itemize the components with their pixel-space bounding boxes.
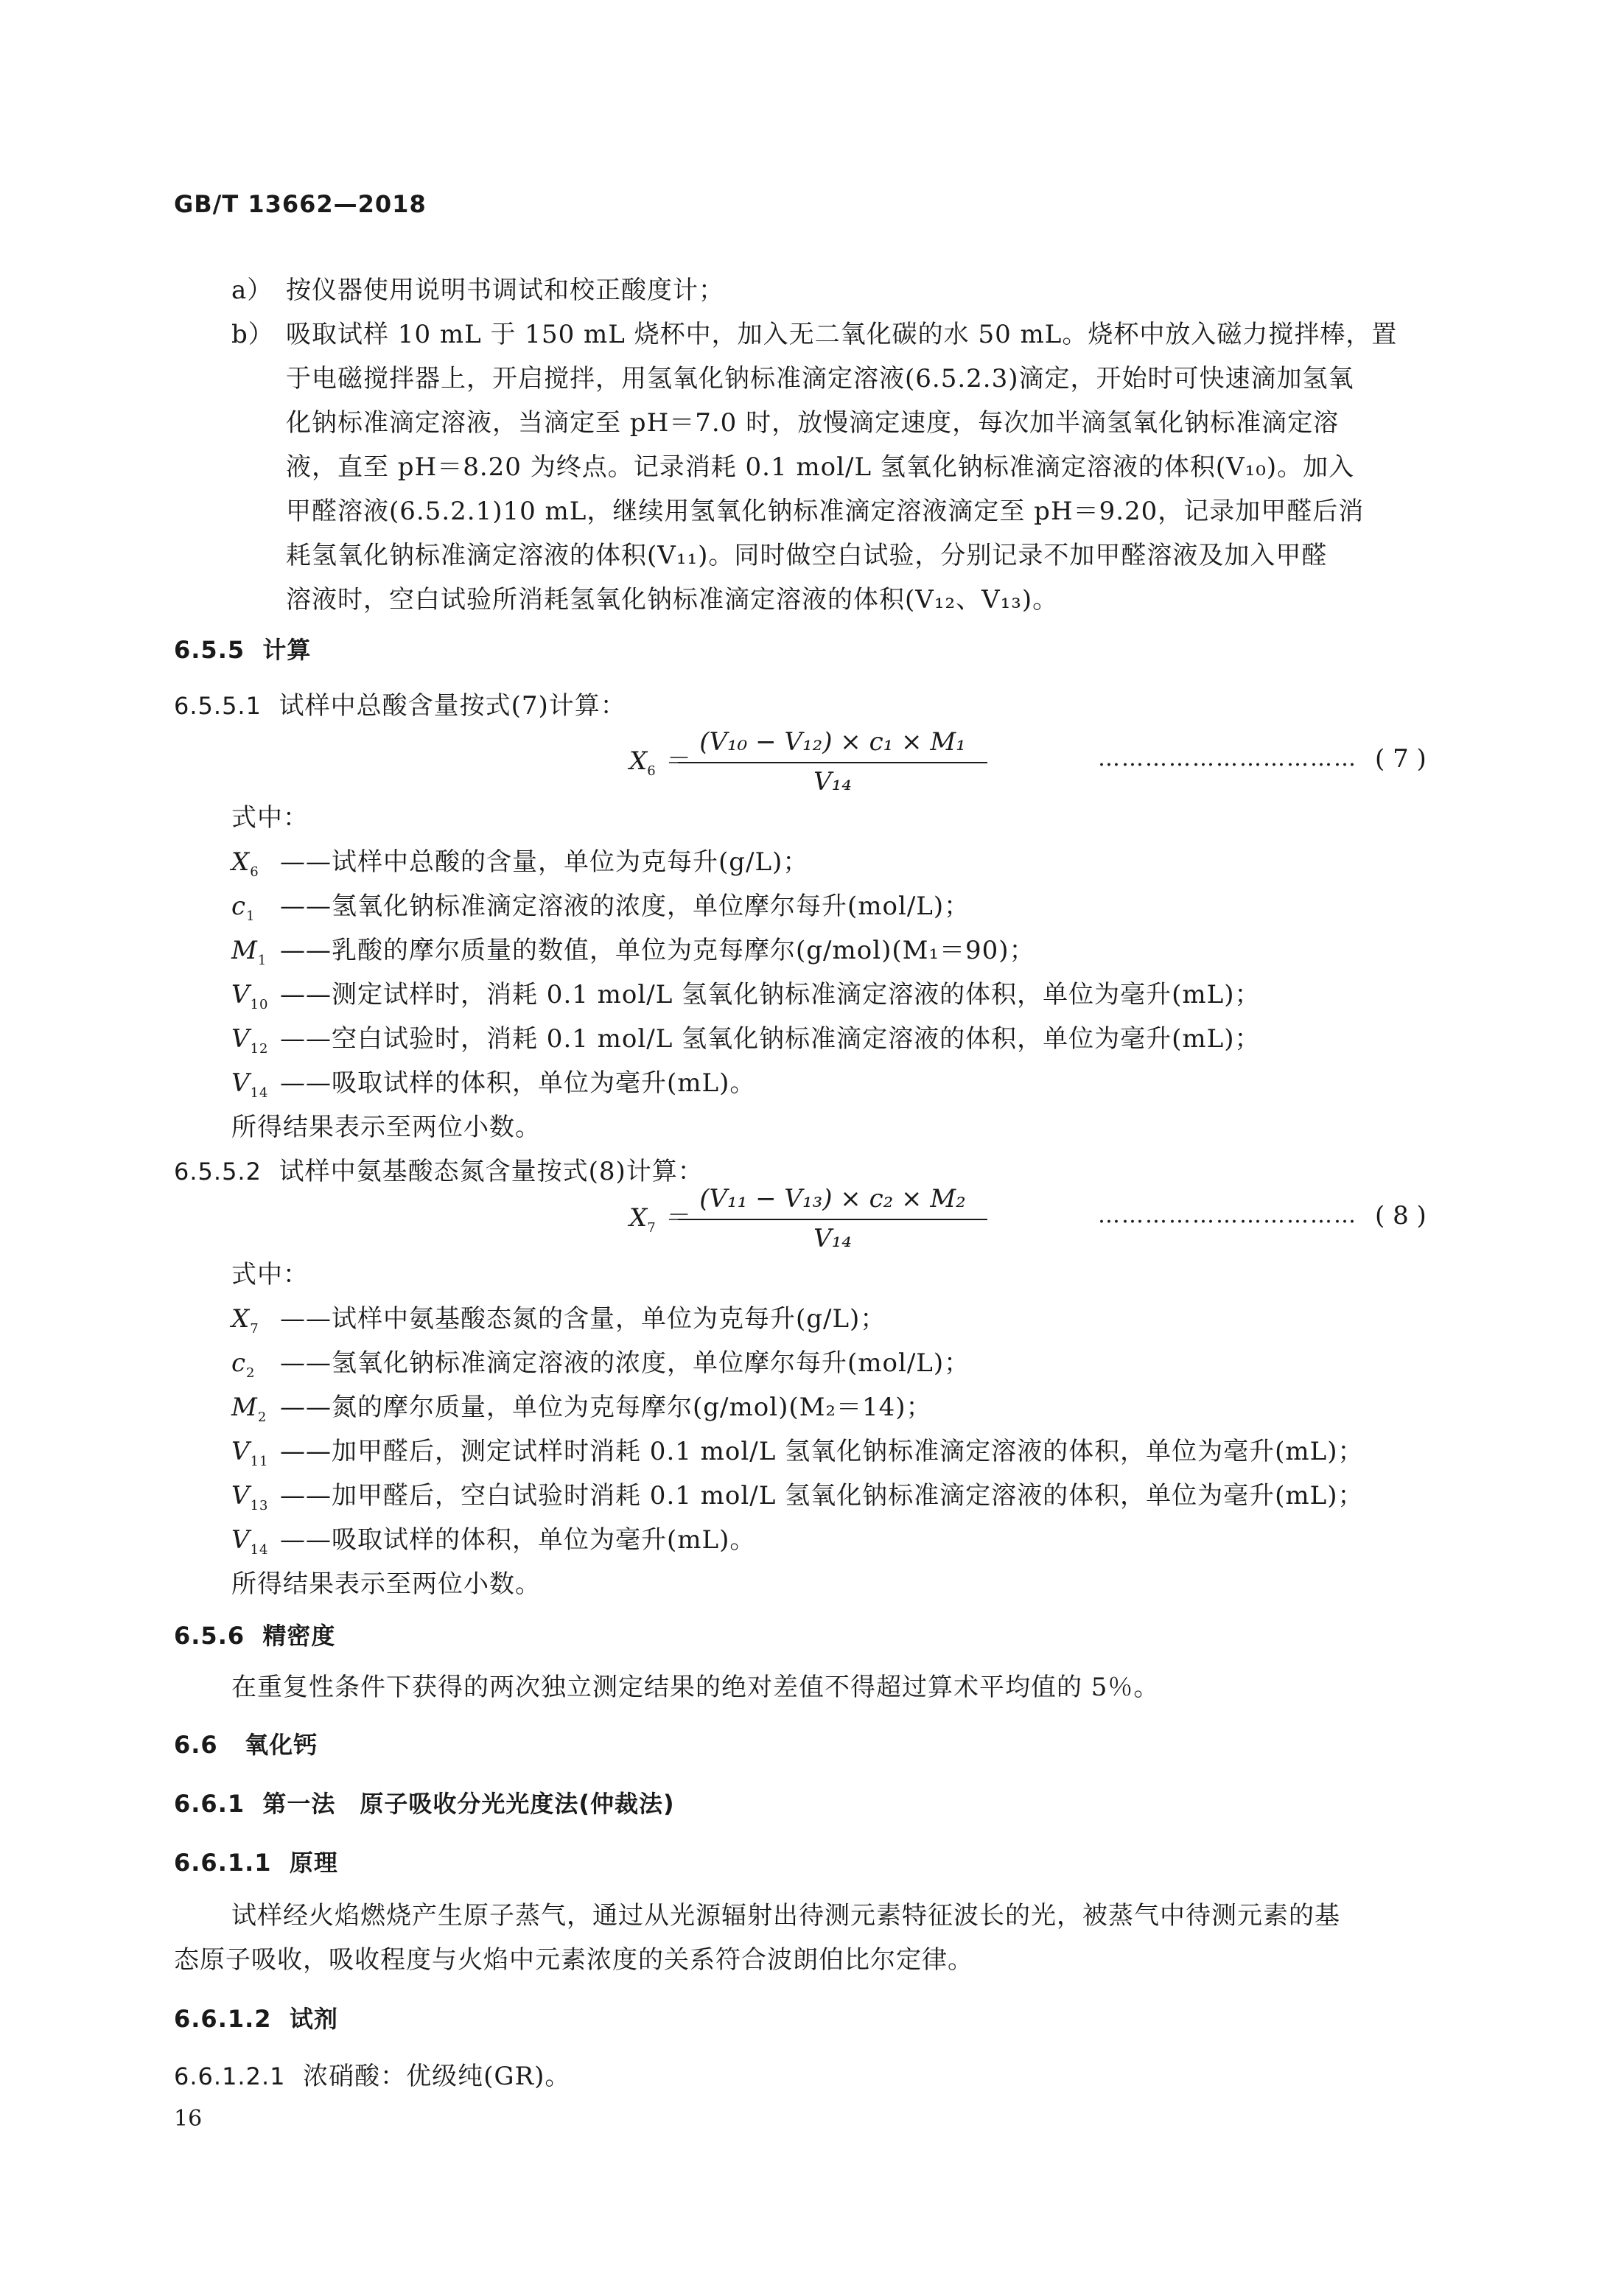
- definition-row: [231, 1474, 1363, 1522]
- def-text: ——氢氧化钠标准滴定溶液的浓度，单位摩尔每升(mol/L)；: [280, 1348, 970, 1378]
- def-text: ——试样中总酸的含量，单位为克每升(g/L)；: [280, 847, 809, 877]
- definition-row: [231, 1017, 1260, 1065]
- def-text: ——测定试样时，消耗 0.1 mol/L 氢氧化钠标准滴定溶液的体积，单位为毫升(mL)；: [280, 980, 1261, 1009]
- def-text: ——氮的摩尔质量，单位为克每摩尔(g/mol)(M₂＝14)；: [280, 1393, 932, 1422]
- section-number: 6.6: [174, 1731, 218, 1759]
- def-var: [231, 884, 280, 933]
- def-var-letter: X: [231, 847, 251, 877]
- def-var: [231, 840, 280, 889]
- step-b-line: 液，直至 pH＝8.20 为终点。记录消耗 0.1 mol/L 氢氧化钠标准滴定溶液的体积(V₁₀)。加入: [286, 452, 1355, 482]
- def-var: [231, 1297, 280, 1345]
- def-var-letter: V: [231, 1437, 251, 1466]
- def-var-sub: 10: [250, 997, 269, 1012]
- def-var-sub: 12: [250, 1041, 269, 1057]
- step-b-line: 溶液时，空白试验所消耗氢氧化钠标准滴定溶液的体积(V₁₂、V₁₃)。: [286, 585, 1059, 615]
- def-var-letter: V: [231, 1024, 251, 1054]
- section-title: 氧化钙: [245, 1731, 318, 1759]
- section-title: 第一法 原子吸收分光光度法(仲裁法): [262, 1790, 675, 1818]
- definition-row: [231, 1385, 932, 1434]
- formula-8-lhs: $X_7$ ＝: [629, 1203, 689, 1236]
- def-var-letter: M: [231, 936, 258, 965]
- formula-8-fraction: [678, 1182, 987, 1257]
- principle-line: 态原子吸收，吸收程度与火焰中元素浓度的关系符合波朗伯比尔定律。: [174, 1945, 973, 1975]
- definition-row: [231, 1518, 755, 1566]
- section-title: 精密度: [262, 1622, 336, 1650]
- where-label: 式中：: [231, 803, 309, 833]
- def-var-sub: 1: [257, 953, 267, 968]
- section-number: 6.6.1.1: [174, 1849, 272, 1877]
- formula-numerator: (V₁₀ − V₁₂) × c₁ × M₁: [678, 725, 987, 763]
- def-var-sub: 2: [257, 1410, 267, 1425]
- principle-line: 试样经火焰燃烧产生原子蒸气，通过从光源辐射出待测元素特征波长的光，被蒸气中待测元素的基: [231, 1901, 1340, 1930]
- definition-row: [231, 1061, 755, 1110]
- def-var-letter: V: [231, 1481, 251, 1510]
- clause-text: 试样中氨基酸态氮含量按式(8)计算：: [279, 1157, 704, 1186]
- clause-text: 试样中总酸含量按式(7)计算：: [279, 691, 626, 721]
- section-number: 6.6.1: [174, 1790, 245, 1818]
- formula-lhs-var: X: [629, 1203, 648, 1233]
- section-heading: [174, 1723, 318, 1767]
- formula-7-lhs: $X_6$ ＝: [629, 746, 689, 779]
- def-var-sub: 14: [250, 1085, 269, 1101]
- def-text: ——吸取试样的体积，单位为毫升(mL)。: [280, 1068, 756, 1098]
- section-number: 6.6.1.2: [174, 2005, 272, 2033]
- def-var: [231, 1017, 280, 1065]
- precision-text: 在重复性条件下获得的两次独立测定结果的绝对差值不得超过算术平均值的 5％。: [231, 1673, 1160, 1702]
- def-text: ——试样中氨基酸态氮的含量，单位为克每升(g/L)；: [280, 1304, 886, 1334]
- def-text: ——加甲醛后，空白试验时消耗 0.1 mol/L 氢氧化钠标准滴定溶液的体积，单位为毫升(mL)；: [280, 1481, 1364, 1510]
- section-heading: [174, 1841, 338, 1885]
- section-heading: [174, 1614, 335, 1658]
- def-var-letter: c: [231, 892, 247, 921]
- def-var-sub: 7: [250, 1321, 259, 1337]
- formula-lhs-sub: 6: [647, 763, 656, 779]
- step-b-label: b）: [231, 320, 274, 349]
- formula-8-label: ( 8 ): [1375, 1201, 1427, 1230]
- def-var: [231, 928, 280, 977]
- section-heading: [174, 628, 311, 672]
- result-note: 所得结果表示至两位小数。: [231, 1113, 541, 1142]
- step-b-line: 耗氢氧化钠标准滴定溶液的体积(V₁₁)。同时做空白试验，分别记录不加甲醛溶液及加入甲醛: [286, 541, 1328, 570]
- def-var: [231, 1518, 280, 1566]
- def-var: [231, 1474, 280, 1522]
- def-var: [231, 1061, 280, 1110]
- definition-row: [231, 1341, 970, 1390]
- step-b-line: 于电磁搅拌器上，开启搅拌，用氢氧化钠标准滴定溶液(6.5.2.3)滴定，开始时可快速滴加氢氧: [286, 364, 1354, 393]
- formula-lhs-var: X: [629, 746, 648, 776]
- formula-numerator: (V₁₁ − V₁₃) × c₂ × M₂: [678, 1182, 987, 1220]
- def-var-sub: 14: [250, 1542, 269, 1558]
- def-var: [231, 1429, 280, 1478]
- def-text: ——吸取试样的体积，单位为毫升(mL)。: [280, 1525, 756, 1555]
- def-var-letter: X: [231, 1304, 251, 1334]
- step-a-line: 按仪器使用说明书调试和校正酸度计；: [286, 276, 724, 305]
- def-var: [231, 973, 280, 1021]
- result-note: 所得结果表示至两位小数。: [231, 1569, 541, 1599]
- definition-row: [231, 973, 1260, 1021]
- definition-row: [231, 840, 808, 889]
- clause-66121: [174, 2054, 570, 2098]
- section-heading: [174, 1997, 338, 2041]
- def-var-sub: 1: [246, 909, 256, 924]
- document-header: GB/T 13662—2018: [174, 190, 427, 218]
- section-heading: [174, 1782, 675, 1826]
- formula-7-label: ( 7 ): [1375, 744, 1427, 774]
- def-var: [231, 1341, 280, 1390]
- definition-row: [231, 884, 970, 933]
- definition-row: [231, 1297, 886, 1345]
- section-number: 6.5.6: [174, 1622, 245, 1650]
- formula-lhs-sub: 7: [647, 1220, 656, 1236]
- section-title: 计算: [262, 636, 312, 664]
- clause-text: 浓硝酸：优级纯(GR)。: [303, 2062, 571, 2091]
- clause-6552: [174, 1149, 704, 1194]
- step-b-line: 甲醛溶液(6.5.2.1)10 mL，继续用氢氧化钠标准滴定溶液滴定至 pH＝9.20，记录加甲醛后消: [286, 497, 1365, 526]
- def-var-sub: 2: [246, 1365, 256, 1381]
- def-var-sub: 6: [250, 864, 259, 880]
- def-var-sub: 11: [250, 1454, 269, 1469]
- formula-8-leader: ……………………………: [1098, 1202, 1357, 1228]
- def-text: ——氢氧化钠标准滴定溶液的浓度，单位摩尔每升(mol/L)；: [280, 892, 970, 921]
- section-title: 试剂: [289, 2005, 338, 2033]
- definition-row: [231, 928, 1035, 977]
- def-text: ——空白试验时，消耗 0.1 mol/L 氢氧化钠标准滴定溶液的体积，单位为毫升(mL)；: [280, 1024, 1261, 1054]
- section-title: 原理: [289, 1849, 338, 1877]
- def-var-sub: 13: [250, 1498, 269, 1513]
- clause-number: 6.5.5.2: [174, 1158, 262, 1186]
- def-var-letter: V: [231, 980, 251, 1009]
- step-b-line: 化钠标准滴定溶液，当滴定至 pH＝7.0 时，放慢滴定速度，每次加半滴氢氧化钠标准滴定溶: [286, 408, 1340, 438]
- section-number: 6.5.5: [174, 636, 245, 664]
- def-var-letter: V: [231, 1068, 251, 1098]
- formula-denominator: V₁₄: [813, 1224, 852, 1253]
- def-text: ——加甲醛后，测定试样时消耗 0.1 mol/L 氢氧化钠标准滴定溶液的体积，单位为毫升(mL)；: [280, 1437, 1364, 1466]
- def-var-letter: V: [231, 1525, 251, 1555]
- formula-denominator: V₁₄: [813, 767, 852, 797]
- definition-row: [231, 1429, 1363, 1478]
- step-a-label: a）: [231, 276, 273, 305]
- def-var: [231, 1385, 280, 1434]
- where-label: 式中：: [231, 1260, 309, 1289]
- clause-number: 6.5.5.1: [174, 692, 262, 720]
- def-text: ——乳酸的摩尔质量的数值，单位为克每摩尔(g/mol)(M₁＝90)；: [280, 936, 1035, 965]
- def-var-letter: c: [231, 1348, 247, 1378]
- clause-6551: [174, 684, 626, 728]
- clause-number: 6.6.1.2.1: [174, 2062, 286, 2090]
- def-var-letter: M: [231, 1393, 258, 1422]
- formula-7-fraction: [678, 725, 987, 800]
- formula-7-leader: ……………………………: [1098, 746, 1357, 771]
- step-b-line: 吸取试样 10 mL 于 150 mL 烧杯中，加入无二氧化碳的水 50 mL。烧杯中放入磁力搅拌棒，置: [286, 320, 1398, 349]
- page-number: 16: [174, 2106, 203, 2132]
